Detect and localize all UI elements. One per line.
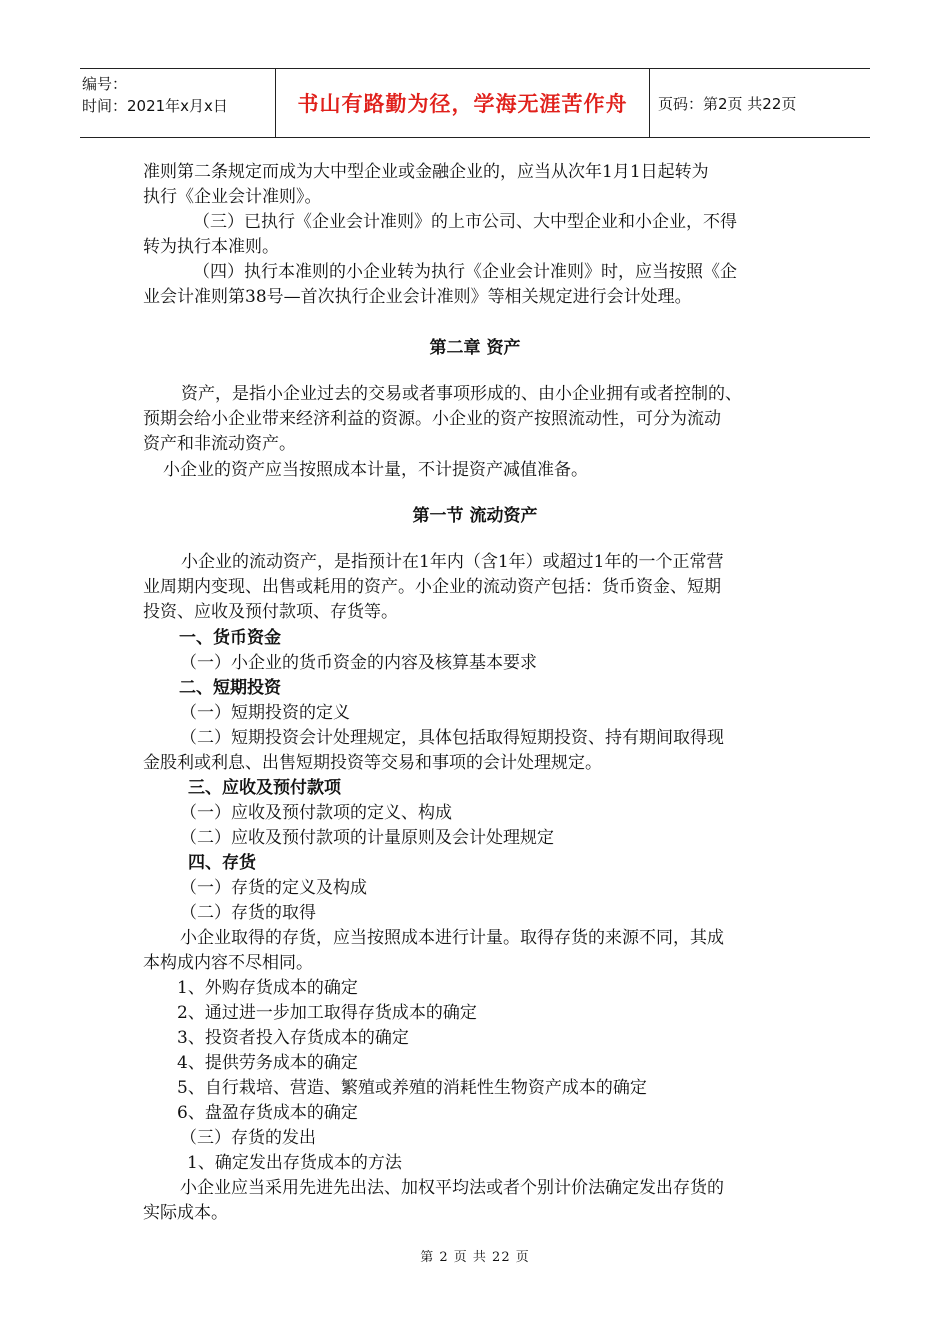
body-line: 投资、应收及预付款项、存货等。: [143, 602, 398, 622]
subheading: 三、应收及预付款项: [188, 778, 341, 798]
body-line: （四）执行本准则的小企业转为执行《企业会计准则》时，应当按照《企: [193, 262, 737, 282]
body-line: 本构成内容不尽相同。: [143, 953, 313, 973]
body-line: 小企业应当采用先进先出法、加权平均法或者个别计价法确定发出存货的: [180, 1178, 724, 1198]
body-line: （三）已执行《企业会计准则》的上市公司、大中型企业和小企业，不得: [193, 212, 737, 232]
body-line: 实际成本。: [143, 1203, 228, 1223]
body-line: 小企业取得的存货，应当按照成本进行计量。取得存货的来源不同，其成: [180, 928, 724, 948]
body-line: 金股利或利息、出售短期投资等交易和事项的会计处理规定。: [143, 753, 602, 773]
body-line: 小企业的资产应当按照成本计量，不计提资产减值准备。: [163, 460, 588, 480]
subheading: 二、短期投资: [179, 678, 281, 698]
body-line: （二）应收及预付款项的计量原则及会计处理规定: [180, 828, 554, 848]
page-header: [80, 68, 870, 138]
list-item: 3、投资者投入存货成本的确定: [177, 1028, 409, 1048]
list-item: 1、确定发出存货成本的方法: [187, 1153, 402, 1173]
header-meta: [80, 69, 276, 137]
body-line: 业周期内变现、出售或耗用的资产。小企业的流动资产包括：货币资金、短期: [143, 577, 721, 597]
chapter-heading: 第二章 资产: [429, 338, 521, 358]
body-line: 预期会给小企业带来经济利益的资源。小企业的资产按照流动性，可分为流动: [143, 409, 721, 429]
body-line: （一）存货的定义及构成: [180, 878, 367, 898]
body-line: 转为执行本准则。: [143, 237, 279, 257]
list-item: 2、通过进一步加工取得存货成本的确定: [177, 1003, 477, 1023]
list-item: 4、提供劳务成本的确定: [177, 1053, 358, 1073]
document-number-label: 编号：: [82, 75, 128, 93]
list-item: 1、外购存货成本的确定: [177, 978, 358, 998]
header-motto-cell: [276, 69, 650, 137]
header-page-info: 页码：第2页 共22页: [658, 94, 797, 113]
section-heading: 第一节 流动资产: [412, 506, 538, 526]
body-line: 小企业的流动资产，是指预计在1年内（含1年）或超过1年的一个正常营: [181, 552, 724, 572]
page-footer: 第 2 页 共 22 页: [420, 1250, 530, 1265]
document-date-label: 时间：2021年x月x日: [82, 97, 228, 115]
body-line: （一）小企业的货币资金的内容及核算基本要求: [180, 653, 537, 673]
body-line: 资产，是指小企业过去的交易或者事项形成的、由小企业拥有或者控制的、: [181, 384, 742, 404]
body-line: 业会计准则第38号—首次执行企业会计准则》等相关规定进行会计处理。: [143, 287, 692, 307]
list-item: 5、自行栽培、营造、繁殖或养殖的消耗性生物资产成本的确定: [177, 1078, 647, 1098]
body-line: 准则第二条规定而成为大中型企业或金融企业的，应当从次年1月1日起转为: [143, 162, 709, 182]
body-line: （一）短期投资的定义: [180, 703, 350, 723]
body-line: （一）应收及预付款项的定义、构成: [180, 803, 452, 823]
body-line: （二）存货的取得: [180, 903, 316, 923]
subheading: 四、存货: [188, 853, 256, 873]
body-line: （三）存货的发出: [180, 1128, 316, 1148]
subheading: 一、货币资金: [179, 628, 281, 648]
body-line: 执行《企业会计准则》。: [143, 187, 322, 207]
list-item: 6、盘盈存货成本的确定: [177, 1103, 358, 1123]
body-line: 资产和非流动资产。: [143, 434, 296, 454]
body-line: （二）短期投资会计处理规定，具体包括取得短期投资、持有期间取得现: [180, 728, 724, 748]
header-motto: 书山有路勤为径，学海无涯苦作舟: [297, 92, 628, 116]
